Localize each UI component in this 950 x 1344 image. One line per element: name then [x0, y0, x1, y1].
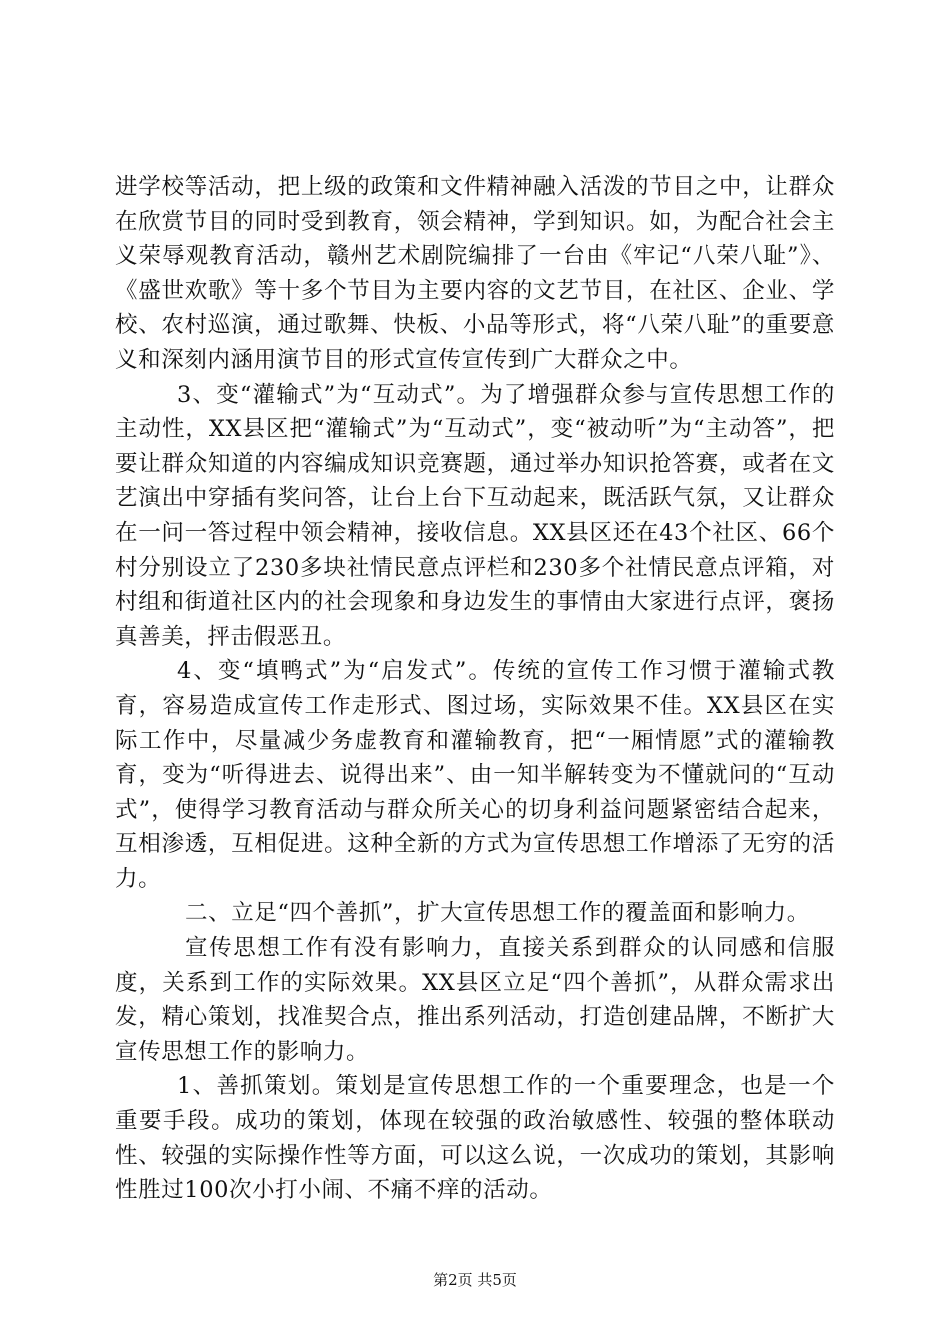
paragraph-item-1: 1、善抓策划。策划是宣传思想工作的一个重要理念，也是一个重要手段。成功的策划，体现在较强的政治敏感性、较强的整体联动性、较强的实际操作性等方面，可以这么说，一次成功的策划，其影响性胜过100次小打小闹、不痛不痒的活动。: [115, 1073, 835, 1204]
paragraph-item-3: 3、变“灌输式”为“互动式”。为了增强群众参与宣传思想工作的主动性，XX县区把“灌输式”为“互动式”，变“被动听”为“主动答”，把要让群众知道的内容编成知识竞赛题，通过举办知识抢答赛，或者在文艺演出中穿插有奖问答，让台上台下互动起来，既活跃气氛，又让群众在一问一答过程中领会精神，接收信息。XX县区还在43个社区、66个村分别设立了230多块社情民意点评栏和230多个社情民意点评箱，对村组和街道社区内的社会现象和身边发生的事情由大家进行点评，褒扬真善美，抨击假恶丑。: [115, 381, 835, 650]
paragraph-continuation: 进学校等活动，把上级的政策和文件精神融入活泼的节目之中，让群众在欣赏节目的同时受到教育，领会精神，学到知识。如，为配合社会主义荣辱观教育活动，赣州艺术剧院编排了一台由《牢记“八荣八耻”》、《盛世欢歌》等十多个节目为主要内容的文艺节目，在社区、企业、学校、农村巡演，通过歌舞、快板、小品等形式，将“八荣八耻”的重要意义和深刻内涵用演节目的形式宣传宣传到广大群众之中。: [115, 174, 835, 373]
document-body: [115, 170, 835, 1208]
section-heading-2: 二、立足“四个善抓”，扩大宣传思想工作的覆盖面和影响力。: [185, 900, 810, 927]
paragraph-item-4: 4、变“填鸭式”为“启发式”。传统的宣传工作习惯于灌输式教育，容易造成宣传工作走形式、图过场，实际效果不佳。XX县区在实际工作中，尽量减少务虚教育和灌输教育，把“一厢情愿”式的灌输教育，变为“听得进去、说得出来”、由一知半解转变为不懂就问的“互动式”，使得学习教育活动与群众所关心的切身利益问题紧密结合起来，互相渗透，互相促进。这种全新的方式为宣传思想工作增添了无穷的活力。: [115, 658, 835, 892]
page-number-footer: 第2页 共5页: [433, 1271, 517, 1289]
paragraph-section-intro: 宣传思想工作有没有影响力，直接关系到群众的认同感和信服度，关系到工作的实际效果。XX县区立足“四个善抓”，从群众需求出发，精心策划，找准契合点，推出系列活动，打造创建品牌，不断扩大宣传思想工作的影响力。: [115, 935, 835, 1065]
